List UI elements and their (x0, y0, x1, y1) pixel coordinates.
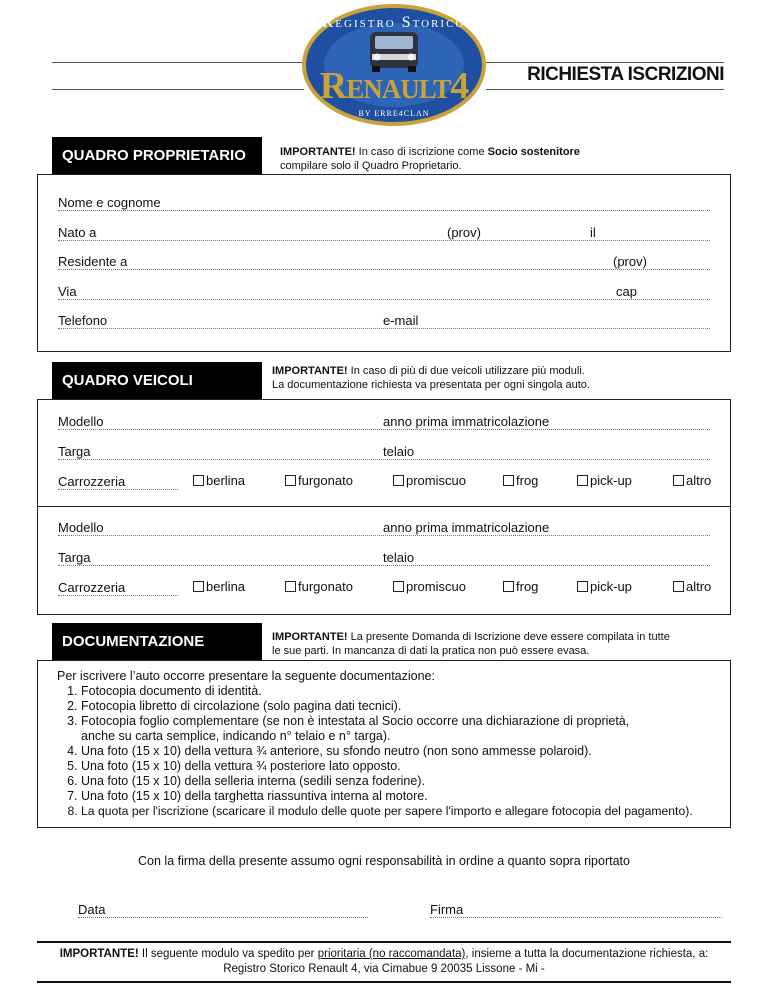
owner-note-strong: IMPORTANTE! (280, 146, 356, 158)
documentation-note-line1: La presente Domanda di Iscrizione deve essere compilata in tutte (347, 631, 670, 643)
logo-sub-text: BY ERRE4CLAN (358, 109, 430, 118)
residence-field[interactable] (58, 269, 710, 270)
doc-item: 7. Una foto (15 x 10) della targhetta riassuntiva interna al motore. (81, 789, 729, 804)
option-label: pick-up (590, 579, 632, 594)
vehicles-note-line2: La documentazione richiesta va presentata per ogni singola auto. (272, 379, 590, 391)
doc-item: 4. Una foto (15 x 10) della vettura ¾ anteriore, su sfondo neutro (non sono ammesse polaroid). (81, 744, 729, 759)
vehicle1-option-furgonato[interactable] (285, 473, 353, 488)
vehicle2-option-altro[interactable] (673, 579, 711, 594)
option-label: altro (686, 473, 712, 488)
checkbox-icon[interactable] (393, 475, 404, 486)
owner-note-bold: Socio sostenitore (487, 146, 580, 158)
footer-rule-top (37, 941, 731, 943)
doc-item: 3. Fotocopia foglio complementare (se non è intestata al Socio occorre una dichiarazione di proprietà, anche su carta semplice, indicando n° telaio e n° targa). (81, 714, 729, 744)
checkbox-icon[interactable] (503, 475, 514, 486)
option-label: promiscuo (406, 579, 466, 594)
option-label: frog (516, 473, 539, 488)
date-field[interactable] (78, 917, 368, 918)
footer-text1: Il seguente modulo va spedito per (138, 948, 318, 960)
checkbox-icon[interactable] (193, 581, 204, 592)
birthplace-label: Nato a (58, 225, 99, 240)
doc-item: 1. Fotocopia documento di identità. (81, 684, 729, 699)
checkbox-icon[interactable] (393, 581, 404, 592)
vehicle2-chassis-label: telaio (383, 550, 417, 565)
checkbox-icon[interactable] (673, 475, 684, 486)
residence-prov-label: (prov) (613, 254, 650, 269)
footer-address: Registro Storico Renault 4, via Cimabue 9 20035 Lissone - Mi - (223, 963, 545, 975)
vehicle2-option-promiscuo[interactable] (393, 579, 466, 594)
vehicle1-option-promiscuo[interactable] (393, 473, 466, 488)
vehicle1-option-altro[interactable] (673, 473, 711, 488)
header-rule-left-2 (52, 89, 304, 90)
vehicle2-model-label: Modello (58, 520, 107, 535)
birthplace-field[interactable] (58, 240, 710, 241)
checkbox-icon[interactable] (285, 475, 296, 486)
vehicle1-firstreg-label: anno prima immatricolazione (383, 414, 552, 429)
cap-label: cap (616, 284, 640, 299)
street-label: Via (58, 284, 80, 299)
name-label: Nome e cognome (58, 195, 164, 210)
vehicle2-model-field[interactable] (58, 535, 710, 536)
doc-item: 8. La quota per l'iscrizione (scaricare il modulo delle quote per sapere l'importo e allegare fotocopia del pagamento). (81, 804, 729, 819)
vehicle1-chassis-label: telaio (383, 444, 417, 459)
doc-item: 2. Fotocopia libretto di circolazione (solo pagina dati tecnici). (81, 699, 729, 714)
documentation-note-line2: le sue parti. In mancanza di dati la pratica non può essere evasa. (272, 645, 590, 657)
vehicle2-plate-field[interactable] (58, 565, 710, 566)
documentation-note-strong: IMPORTANTE! (272, 631, 348, 643)
header-rule-right-bottom (486, 89, 724, 90)
checkbox-icon[interactable] (503, 581, 514, 592)
doc-item: 6. Una foto (15 x 10) della selleria interna (sedili senza foderine). (81, 774, 729, 789)
option-label: altro (686, 579, 712, 594)
vehicle2-option-pickup[interactable] (577, 579, 632, 594)
footer-strong: IMPORTANTE! (59, 948, 139, 960)
vehicle1-option-berlina[interactable] (193, 473, 245, 488)
header-rule-right-top (486, 62, 724, 63)
vehicles-note-line1: In caso di più di due veicoli utilizzare più moduli. (347, 365, 585, 377)
documentation-list (57, 669, 729, 819)
vehicle2-body-line (58, 595, 178, 596)
vehicle1-plate-label: Targa (58, 444, 94, 459)
footer-rule-bottom (37, 981, 731, 983)
phone-field[interactable] (58, 328, 710, 329)
header-rule-left (52, 62, 304, 63)
vehicles-section-heading: QUADRO VEICOLI (52, 362, 262, 399)
option-label: berlina (206, 473, 246, 488)
vehicles-note-strong: IMPORTANTE! (272, 365, 348, 377)
footer-text2: , insieme a tutta la documentazione richiesta, a: (465, 948, 709, 960)
owner-note-text1: In caso di iscrizione come (355, 146, 488, 158)
vehicle1-option-pickup[interactable] (577, 473, 632, 488)
footer-underlined: prioritaria (no raccomandata) (317, 948, 466, 960)
checkbox-icon[interactable] (577, 581, 588, 592)
owner-note (280, 145, 720, 173)
option-label: frog (516, 579, 539, 594)
footer-note (37, 947, 731, 977)
checkbox-icon[interactable] (577, 475, 588, 486)
option-label: furgonato (298, 473, 353, 488)
vehicle2-option-furgonato[interactable] (285, 579, 353, 594)
email-label: e-mail (383, 313, 421, 328)
vehicles-note (272, 364, 722, 392)
vehicle1-body-label: Carrozzeria (58, 474, 128, 489)
vehicle2-option-frog[interactable] (503, 579, 538, 594)
logo-brand-text: Renault4 (319, 65, 469, 107)
signature-label: Firma (430, 902, 466, 917)
documentation-note (272, 630, 722, 658)
page-title: RICHIESTA ISCRIZIONI (527, 64, 724, 85)
street-field[interactable] (58, 299, 710, 300)
vehicle1-plate-field[interactable] (58, 459, 710, 460)
club-logo (300, 2, 488, 128)
option-label: promiscuo (406, 473, 466, 488)
birth-date-label: il (590, 225, 599, 240)
signature-statement: Con la firma della presente assumo ogni responsabilità in ordine a quanto sopra riportato (138, 854, 630, 868)
vehicle2-option-berlina[interactable] (193, 579, 245, 594)
vehicle2-plate-label: Targa (58, 550, 94, 565)
name-field[interactable] (58, 210, 710, 211)
doc-item: 5. Una foto (15 x 10) della vettura ¾ posteriore lato opposto. (81, 759, 729, 774)
residence-label: Residente a (58, 254, 130, 269)
vehicle2-body-label: Carrozzeria (58, 580, 128, 595)
owner-note-text2: compilare solo il Quadro Proprietario. (280, 160, 462, 172)
owner-section-heading: QUADRO PROPRIETARIO (52, 137, 262, 174)
birth-prov-label: (prov) (447, 225, 484, 240)
phone-label: Telefono (58, 313, 110, 328)
documentation-section-heading: DOCUMENTAZIONE (52, 623, 262, 660)
documentation-intro: Per iscrivere l’auto occorre presentare la seguente documentazione: (57, 669, 435, 683)
vehicle1-model-label: Modello (58, 414, 107, 429)
option-label: berlina (206, 579, 246, 594)
checkbox-icon[interactable] (673, 581, 684, 592)
option-label: pick-up (590, 473, 632, 488)
vehicle1-model-field[interactable] (58, 429, 710, 430)
vehicle-divider (37, 506, 731, 507)
checkbox-icon[interactable] (193, 475, 204, 486)
vehicle1-body-line (58, 489, 178, 490)
option-label: furgonato (298, 579, 353, 594)
date-label: Data (78, 902, 108, 917)
signature-field[interactable] (430, 917, 722, 918)
vehicle1-option-frog[interactable] (503, 473, 538, 488)
vehicle2-firstreg-label: anno prima immatricolazione (383, 520, 552, 535)
logo-arc-text: Registro Storico (322, 14, 466, 31)
checkbox-icon[interactable] (285, 581, 296, 592)
